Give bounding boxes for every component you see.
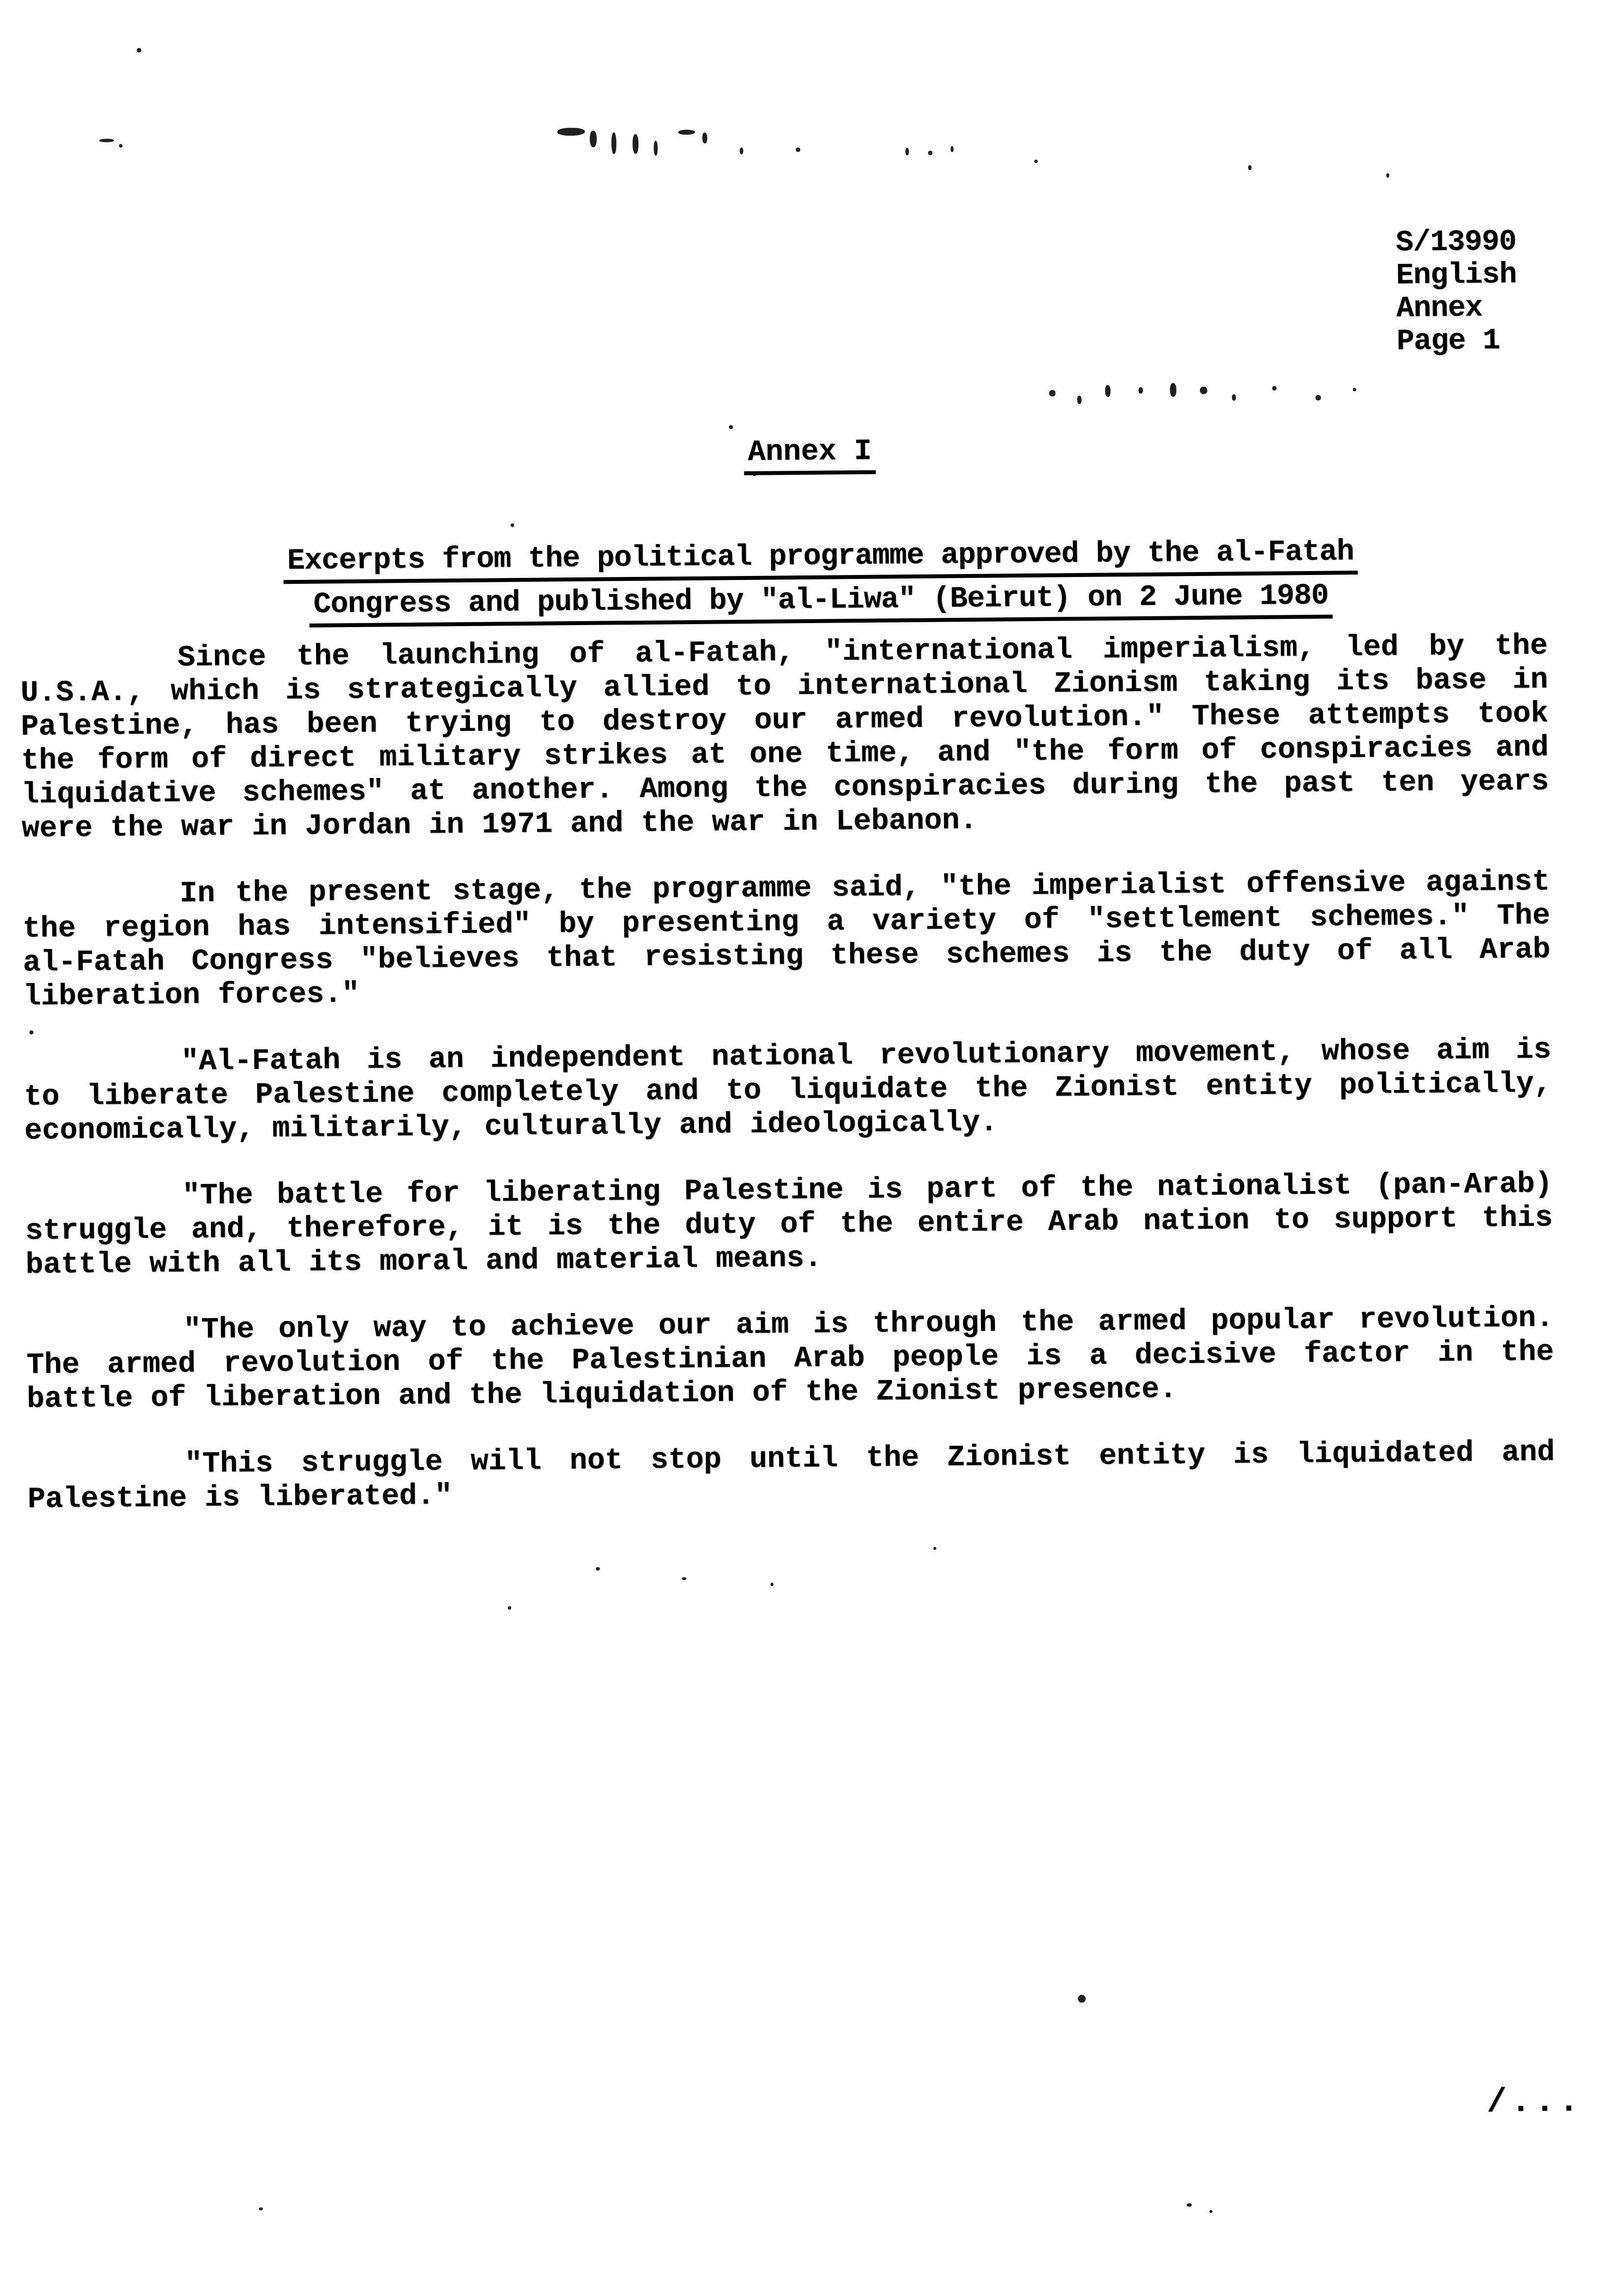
text-line: battle of liberation and the liquidation of the Zionist presence. xyxy=(27,1373,1178,1416)
text-line: were the war in Jordan in 1971 and the war in Lebanon. xyxy=(21,804,978,846)
text-line: al-Fatah Congress "believes that resisting these schemes is the duty of all Arab xyxy=(23,933,1551,980)
paragraph-2 xyxy=(22,865,1551,1014)
scan-noise-speck xyxy=(99,139,114,142)
scan-noise-speck xyxy=(633,134,638,154)
ink-dot xyxy=(1078,1995,1086,2003)
scan-noise-speck xyxy=(1209,2210,1212,2213)
scan-noise-speck xyxy=(1386,173,1389,178)
text-line: U.S.A., which is strategically allied to international Zionism taking its base in xyxy=(20,663,1549,710)
paragraph-5 xyxy=(26,1302,1554,1417)
text-line: liberation forces." xyxy=(23,977,360,1014)
scan-noise-speck xyxy=(1187,2203,1192,2207)
document-header-block xyxy=(1396,226,1517,358)
document-language: English xyxy=(1396,258,1517,293)
paragraph-1 xyxy=(20,630,1549,846)
text-line: Since the launching of al-Fatah, "international imperialism, led by the xyxy=(177,629,1548,675)
continuation-mark: /... xyxy=(1486,2083,1583,2122)
scan-noise-speck xyxy=(682,1577,687,1580)
text-line: "Al-Fatah is an independent national revolutionary movement, whose aim is xyxy=(181,1033,1552,1079)
scan-noise-speck xyxy=(1200,387,1208,394)
heading-line-2: Congress and published by "al-Liwa" (Beirut) on 2 June 1980 xyxy=(0,572,1612,630)
scan-noise-speck xyxy=(740,147,743,154)
scan-noise-speck xyxy=(1248,165,1252,170)
scan-noise-speck xyxy=(905,148,909,155)
text-line: struggle and, therefore, it is the duty of the entire Arab nation to support this xyxy=(25,1201,1553,1248)
scan-noise-speck xyxy=(752,472,756,476)
annex-title xyxy=(0,428,1612,482)
scan-noise-speck xyxy=(29,1031,33,1034)
paragraph-3 xyxy=(24,1033,1552,1148)
text-line: to liberate Palestine completely and to liquidate the Zionist entity politically, xyxy=(24,1067,1552,1114)
scan-noise-speck xyxy=(771,1583,774,1586)
scan-noise-speck xyxy=(1077,396,1082,404)
scan-noise-speck xyxy=(119,144,122,147)
document-annex-label: Annex xyxy=(1396,291,1483,326)
text-line: "The battle for liberating Palestine is part of the nationalist (pan-Arab) xyxy=(182,1167,1553,1213)
scan-noise-speck xyxy=(508,1606,511,1609)
scan-noise-speck xyxy=(1316,395,1321,401)
scan-noise-speck xyxy=(1170,383,1176,397)
text-line: the form of direct military strikes at one time, and "the form of conspiracies and xyxy=(21,731,1549,778)
annex-title-text: Annex I xyxy=(744,436,876,475)
body-text xyxy=(20,630,1555,1550)
text-line: economically, militarily, culturally and ideologically. xyxy=(24,1106,998,1148)
text-line: "The only way to achieve our aim is through the armed popular revolution. xyxy=(183,1301,1554,1348)
scan-noise-speck xyxy=(950,146,953,152)
text-line: Palestine, has been trying to destroy our armed revolution." These attempts took xyxy=(21,697,1549,744)
scan-noise-speck xyxy=(654,141,658,156)
scan-noise-speck xyxy=(1049,390,1056,397)
scan-noise-speck xyxy=(596,1567,600,1571)
scan-noise-speck xyxy=(611,132,616,154)
paragraph-6 xyxy=(27,1436,1555,1517)
scan-noise-speck xyxy=(729,425,733,429)
scan-noise-speck xyxy=(137,48,141,53)
scan-noise-speck xyxy=(557,128,585,136)
scan-noise-speck xyxy=(511,523,514,527)
document-symbol: S/13990 xyxy=(1395,225,1517,260)
paragraph-4 xyxy=(25,1168,1554,1283)
text-line: In the present stage, the programme said, "the imperialist offensive against xyxy=(179,865,1550,911)
scan-noise-speck xyxy=(1353,388,1356,391)
heading-line-1: Excerpts from the political programme approved by the al-Fatah xyxy=(0,528,1612,586)
scan-noise-speck xyxy=(678,130,695,135)
scan-noise-speck xyxy=(1139,387,1143,394)
scan-noise-speck xyxy=(928,151,932,155)
scan-noise-speck xyxy=(1272,386,1277,391)
scan-noise-speck xyxy=(1034,160,1037,163)
text-line: the region has intensified" by presenting a variety of "settlement schemes." The xyxy=(22,899,1551,946)
scan-noise-speck xyxy=(259,2208,263,2210)
scan-noise-speck xyxy=(1232,394,1236,401)
document-heading xyxy=(0,528,1612,630)
text-line: Palestine is liberated." xyxy=(27,1479,453,1517)
scan-noise-speck xyxy=(796,147,800,152)
scan-noise-speck xyxy=(590,131,597,147)
text-line: liquidative schemes" at another. Among the conspiracies during the past ten years xyxy=(21,765,1549,812)
scan-noise-speck xyxy=(1105,385,1110,397)
scan-noise-speck xyxy=(933,1547,936,1550)
text-line: "This struggle will not stop until the Zionist entity is liquidated and xyxy=(184,1435,1555,1482)
document-page-number: Page 1 xyxy=(1396,324,1500,359)
text-line: battle with all its moral and material means. xyxy=(25,1241,822,1282)
text-line: The armed revolution of the Palestinian Arab people is a decisive factor in the xyxy=(26,1335,1554,1382)
scan-noise-speck xyxy=(702,133,707,144)
